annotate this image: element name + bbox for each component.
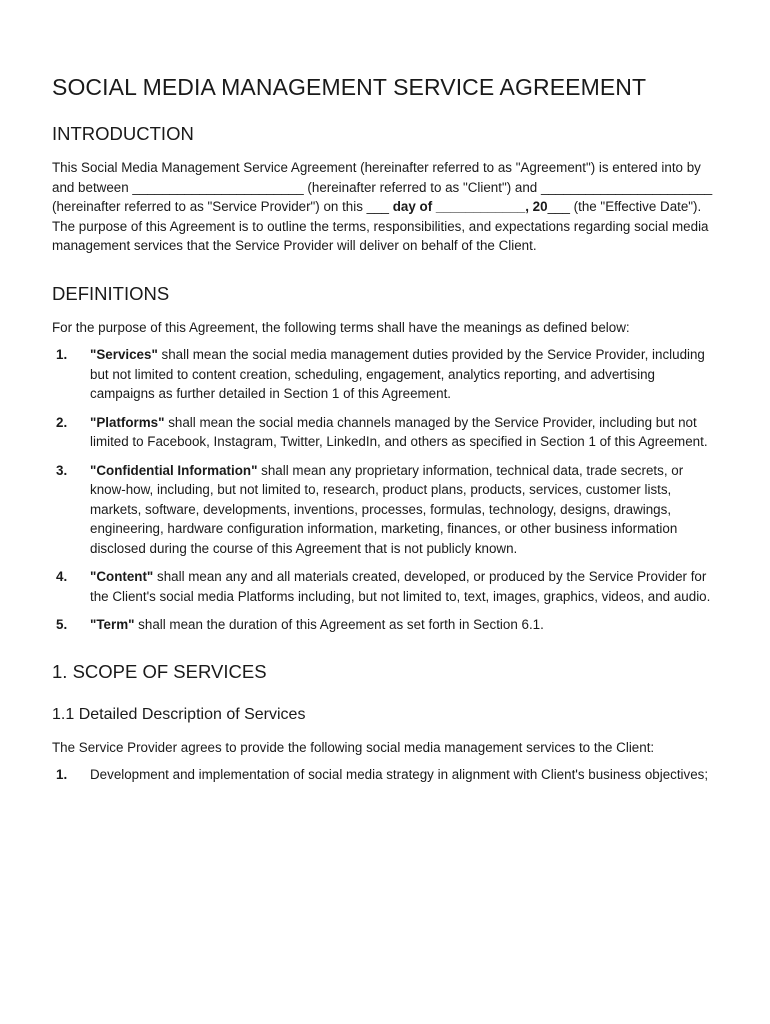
definitions-heading: DEFINITIONS	[52, 282, 170, 304]
definition-item	[52, 413, 720, 452]
definitions-section	[52, 282, 720, 635]
definition-term: "Confidential Information"	[90, 462, 258, 478]
definition-item	[52, 567, 720, 606]
list-number: 1.	[56, 767, 68, 782]
list-number: 3.	[56, 462, 68, 478]
definition-term: "Content"	[90, 569, 154, 584]
definition-text: shall mean any proprietary information, technical data, trade secrets, or know-how, including, but not limited to, research, product plans, products, services, customer lists, markets, software, developments, inventions, processes, formulas, technology, designs, drawings, engineering, hardware configuration information, marketing, finances, or other business information disclosed during the course of this Agreement that is not publicly known.	[90, 462, 684, 556]
definition-item	[52, 615, 720, 635]
list-number: 5.	[56, 617, 68, 632]
scope-item-text: Development and implementation of social media strategy in alignment with Client's business objectives;	[90, 767, 709, 782]
list-number: 1.	[56, 347, 68, 362]
definition-text: shall mean any and all materials created, developed, or produced by the Service Provider for the Client's social media Platforms including, but not limited to, text, images, graphics, videos, and audio.	[90, 569, 711, 604]
definition-text: shall mean the social media management duties provided by the Service Provider, including but not limited to content creation, scheduling, engagement, analytics reporting, and advertising campaigns as further detailed in Section 1 of this Agreement.	[90, 347, 705, 401]
definition-term: "Services"	[90, 347, 158, 362]
introduction-section	[52, 122, 720, 256]
definition-item	[52, 345, 720, 404]
introduction-paragraph	[52, 158, 720, 256]
scope-item	[52, 765, 720, 785]
introduction-text-part2: ___ (the "Effective Date"). The purpose of this Agreement is to outline the terms, responsibilities, and expectations regarding social media management services that the Service Provider will deliver on behalf of the Client.	[52, 199, 709, 253]
introduction-date-bold: day of ____________, 20	[392, 199, 548, 214]
scope-heading: 1. SCOPE OF SERVICES	[52, 660, 267, 682]
scope-list	[52, 765, 720, 785]
scope-lead: The Service Provider agrees to provide the following social media management services to the Client:	[52, 739, 655, 755]
definitions-list	[52, 345, 720, 635]
list-number: 4.	[56, 569, 68, 584]
definition-text: shall mean the duration of this Agreement as set forth in Section 6.1.	[134, 617, 544, 632]
definition-term: "Term"	[90, 617, 135, 632]
definition-term: "Platforms"	[90, 414, 165, 430]
introduction-heading: INTRODUCTION	[52, 123, 194, 144]
document-title: SOCIAL MEDIA MANAGEMENT SERVICE AGREEMENT	[52, 74, 647, 100]
definitions-lead: For the purpose of this Agreement, the following terms shall have the meanings as defined below:	[52, 319, 630, 335]
definition-text: shall mean the social media channels managed by the Service Provider, including but not limited to Facebook, Instagram, Twitter, LinkedIn, and others as specified in Section 1 of this Agreement.	[90, 414, 708, 449]
scope-section	[52, 660, 720, 785]
definition-item	[52, 461, 720, 559]
list-number: 2.	[56, 414, 68, 430]
introduction-text-part1: This Social Media Management Service Agreement (hereinafter referred to as "Agreement") is entered into by and between _______________________ (hereinafter referred to as "Client") and _______________________ (hereinafter referred to as "Service Provider") on this ___	[52, 160, 713, 214]
scope-subheading: 1.1 Detailed Description of Services	[52, 705, 306, 723]
